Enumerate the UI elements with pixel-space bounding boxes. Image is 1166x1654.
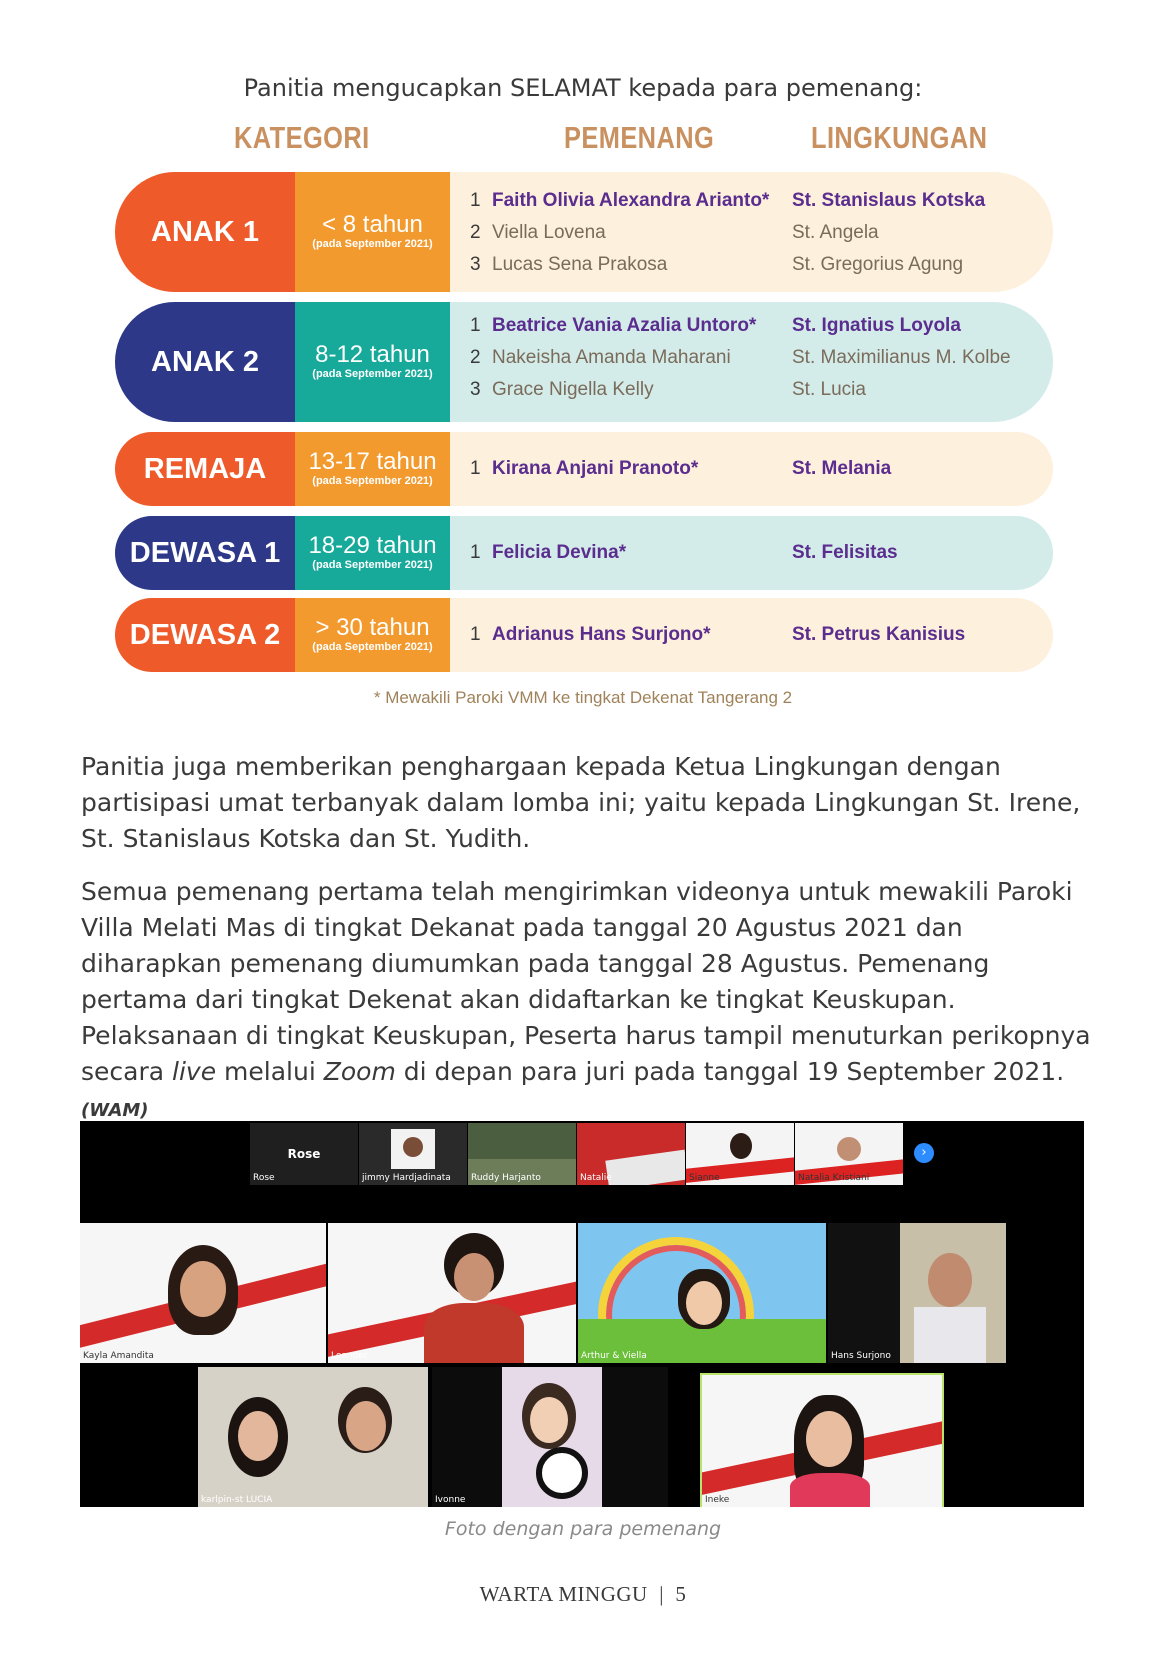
video-tile [198, 1367, 428, 1507]
participant-name: Natalia Kristiani [798, 1173, 870, 1183]
participant-name: Hans Surjono [831, 1351, 891, 1361]
participant-name: Kayla Amandita [83, 1351, 154, 1361]
age-range [295, 598, 450, 672]
winner-row: 2 Viella Lovena [470, 222, 606, 243]
category-row-anak2 [115, 302, 1053, 422]
lingkungan-name: St. Felisitas [792, 542, 898, 563]
next-page-icon[interactable]: › [914, 1143, 934, 1163]
lingkungan-name: St. Stanislaus Kotska [792, 190, 986, 211]
lingkungan-name: St. Petrus Kanisius [792, 624, 966, 645]
lingkungan-name: St. Maximilianus M. Kolbe [792, 347, 1011, 368]
video-tile [250, 1123, 358, 1185]
video-tile [828, 1223, 1006, 1363]
participant-name: Arthur & Viella [581, 1351, 647, 1361]
winner-row: 3 Grace Nigella Kelly [470, 379, 654, 400]
age-range [295, 172, 450, 292]
lingkungan-name: St. Ignatius Loyola [792, 315, 961, 336]
publication-title: WARTA MINGGU [479, 1582, 648, 1606]
category-row-dewasa1 [115, 516, 1053, 590]
zoom-gallery-photo [80, 1121, 1084, 1507]
video-tile [577, 1123, 685, 1185]
video-tile [795, 1123, 903, 1185]
lingkungan-name: St. Lucia [792, 379, 866, 400]
photo-caption: Foto dengan para pemenang [444, 1518, 722, 1540]
category-name: REMAJA [143, 452, 267, 485]
video-tile [702, 1375, 942, 1507]
winner-row: 2 Nakeisha Amanda Maharani [470, 347, 731, 368]
winner-row: 1 Faith Olivia Alexandra Arianto* [470, 190, 770, 211]
age-value: 13-17 tahun [308, 448, 437, 475]
table-headers [0, 120, 1166, 160]
video-tile [359, 1123, 467, 1185]
winner-row: 1 Adrianus Hans Surjono* [470, 624, 711, 645]
video-tile [328, 1223, 576, 1363]
age-note: (pada September 2021) [312, 559, 433, 571]
header-pemenang: PEMENANG [564, 120, 715, 155]
age-note: (pada September 2021) [312, 641, 433, 653]
participant-name: karlpin-st LUCIA [201, 1495, 273, 1505]
participant-name: Ineke [705, 1495, 730, 1505]
winner-row: 1 Beatrice Vania Azalia Untoro* [470, 315, 757, 336]
lingkungan-name: St. Melania [792, 458, 892, 479]
footer-separator: | [659, 1582, 664, 1606]
category-row-dewasa2 [115, 598, 1053, 672]
category-row-remaja [115, 432, 1053, 506]
page-number: 5 [675, 1582, 687, 1606]
age-range [295, 516, 450, 590]
participant-name: jimmy Hardjadinata [362, 1173, 451, 1183]
age-note: (pada September 2021) [312, 238, 433, 250]
participant-name: Leander [331, 1351, 368, 1361]
tile-title: Rose [287, 1147, 321, 1161]
age-value: > 30 tahun [315, 614, 430, 641]
intro-text: Panitia mengucapkan SELAMAT kepada para pemenang: [243, 74, 923, 102]
participant-name: Sianne [689, 1173, 720, 1183]
winner-row: 1 Kirana Anjani Pranoto* [470, 458, 699, 479]
header-lingkungan: LINGKUNGAN [811, 120, 988, 155]
category-name: ANAK 2 [151, 345, 259, 378]
category-name: DEWASA 1 [129, 536, 281, 569]
lingkungan-name: St. Angela [792, 222, 879, 243]
category-name: DEWASA 2 [129, 618, 281, 651]
video-tile [432, 1367, 668, 1507]
age-value: < 8 tahun [322, 211, 423, 238]
age-value: 18-29 tahun [308, 532, 437, 559]
category-row-anak1 [115, 172, 1053, 292]
age-note: (pada September 2021) [312, 368, 433, 380]
paragraph-award: Panitia juga memberikan penghargaan kepada Ketua Lingkungan dengan partisipasi umat terbanyak dalam lomba ini; yaitu kepada Lingkungan St. Irene, St. Stanislaus Kotska dan St. Yudith. [81, 752, 1081, 853]
winner-row: 3 Lucas Sena Prakosa [470, 254, 668, 275]
age-value: 8-12 tahun [315, 341, 430, 368]
category-name: ANAK 1 [151, 215, 259, 248]
winner-row: 1 Felicia Devina* [470, 542, 627, 563]
header-kategori: KATEGORI [234, 120, 370, 155]
lingkungan-name: St. Gregorius Agung [792, 254, 964, 275]
participant-name: Ivonne [435, 1495, 466, 1505]
paragraph-winners: Semua pemenang pertama telah mengirimkan videonya untuk mewakili Paroki Villa Melati Mas di tingkat Dekanat pada tanggal 20 Agustus 2021 dan diharapkan pemenang diumumkan pada tanggal 28 Agustus. Pemenang pertama dari tingkat Dekenat akan didaftarkan ke tingkat Keuskupan. Pelaksanaan di tingkat Keuskupan, Peserta harus tampil menuturkan perikopnya secara live melalui Zoom di depan para juri pada tanggal 19 September 2021. (WAM) [81, 877, 1091, 1121]
video-tile [578, 1223, 826, 1363]
participant-name: Ruddy Harjanto [471, 1173, 541, 1183]
page-footer [0, 1582, 1166, 1607]
video-tile [80, 1223, 326, 1363]
age-note: (pada September 2021) [312, 475, 433, 487]
author-tag: (WAM) [81, 1100, 149, 1121]
age-range [295, 432, 450, 506]
participant-name: Natalie [580, 1173, 612, 1183]
footnote: * Mewakili Paroki VMM ke tingkat Dekenat Tangerang 2 [373, 688, 793, 707]
video-tile [468, 1123, 576, 1185]
participant-name: Rose [253, 1173, 275, 1183]
video-tile [686, 1123, 794, 1185]
age-range [295, 302, 450, 422]
